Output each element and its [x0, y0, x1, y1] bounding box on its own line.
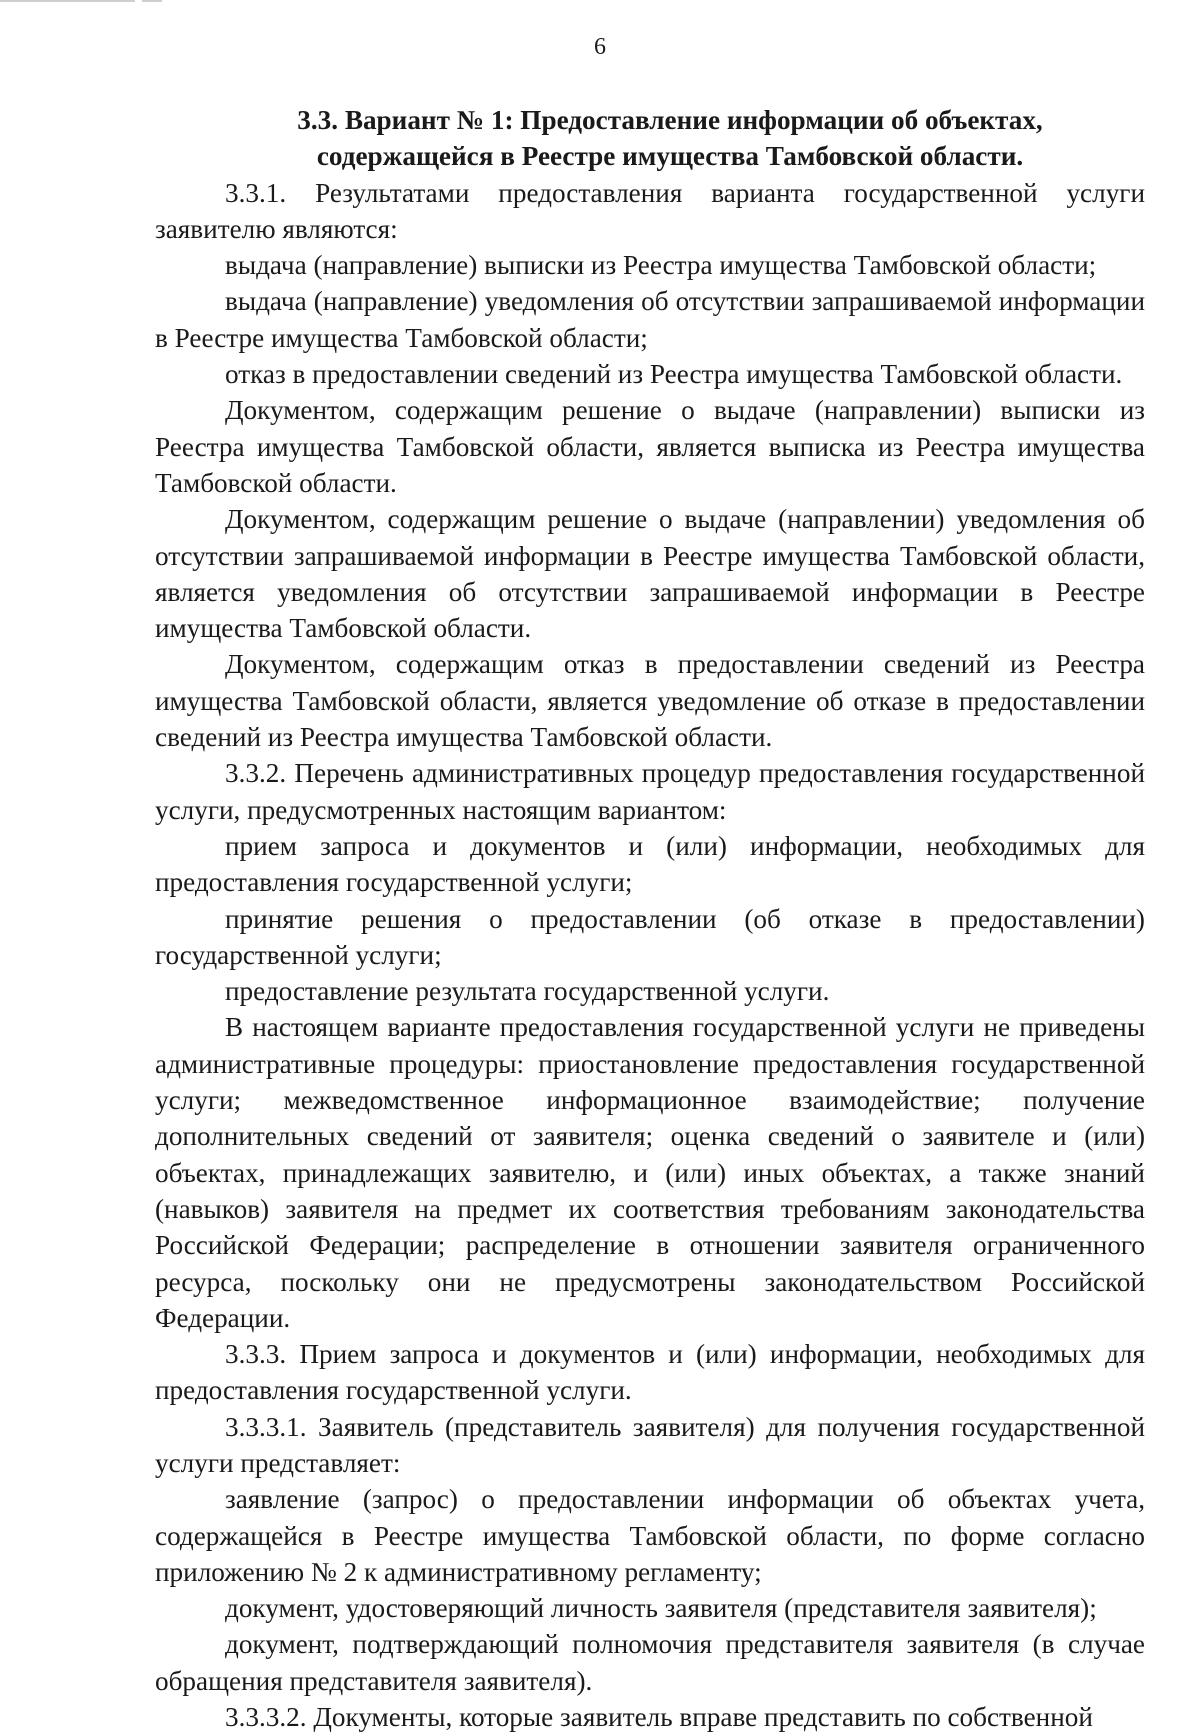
paragraph: прием запроса и документов и (или) информации, необходимых для предоставления государственной услуги; — [155, 830, 1145, 898]
paragraph: Документом, содержащим решение о выдаче (направлении) выписки из Реестра имущества Тамбовской области, является выписка из Реестра имущества Тамбовской области. — [155, 395, 1145, 498]
document-body — [155, 102, 1145, 1735]
paragraph: 3.3.1. Результатами предоставления варианта государственной услуги заявителю являются: — [155, 177, 1145, 244]
paragraph: выдача (направление) уведомления об отсутствии запрашиваемой информации в Реестре имущества Тамбовской области; — [155, 286, 1145, 353]
section-heading-line-1: 3.3. Вариант № 1: Предоставление информации об объектах, — [297, 105, 1043, 135]
paragraph: 3.3.3. Прием запроса и документов и (или) информации, необходимых для предоставления государственной услуги. — [155, 1339, 1145, 1406]
paragraph: Документом, содержащим отказ в предоставлении сведений из Реестра имущества Тамбовской области, является уведомление об отказе в предоставлении сведений из Реестра имущества Тамбовской области. — [155, 649, 1145, 753]
paragraph: принятие решения о предоставлении (об отказе в предоставлении) государственной услуги; — [155, 903, 1145, 970]
paragraph: выдача (направление) выписки из Реестра имущества Тамбовской области; — [225, 250, 1097, 281]
paragraph: предоставление результата государственной услуги. — [225, 976, 830, 1007]
scan-edge-mark — [0, 0, 135, 2]
paragraph: 3.3.3.1. Заявитель (представитель заявителя) для получения государственной услуги представляет: — [155, 1411, 1145, 1478]
paragraph: отказ в предоставлении сведений из Реестра имущества Тамбовской области. — [225, 359, 1123, 390]
paragraph: 3.3.3.2. Документы, которые заявитель вправе представить по собственной — [225, 1702, 1093, 1733]
paragraph: 3.3.2. Перечень административных процедур предоставления государственной услуги, предусмотренных настоящим вариантом: — [155, 758, 1145, 825]
paragraph: документ, удостоверяющий личность заявителя (представителя заявителя); — [225, 1593, 1097, 1624]
section-heading-line-2: содержащейся в Реестре имущества Тамбовской области. — [316, 141, 1024, 172]
paragraph: документ, подтверждающий полномочия представителя заявителя (в случае обращения представителя заявителя). — [155, 1629, 1145, 1696]
paragraph: В настоящем варианте предоставления государственной услуги не приведены административные процедуры: приостановление предоставления государственной услуги; межведомственное информационное взаимодействие; получение дополнительных сведений от заявителя; оценка сведений о заявителе и (или) объектах, принадлежащих заявителю, и (или) иных объектах, а также знаний (навыков) заявителя на предмет их соответствия требованиям законодательства Российской Федерации; распределение в отношении заявителя ограниченного ресурса, поскольку они не предусмотрены законодательством Российской Федерации. — [155, 1012, 1145, 1333]
page-number: 6 — [594, 34, 606, 60]
scan-edge-mark — [142, 0, 162, 2]
section-heading — [155, 102, 1145, 175]
paragraph: Документом, содержащим решение о выдаче (направлении) уведомления об отсутствии запрашиваемой информации в Реестре имущества Тамбовской области, является уведомления об отсутствии запрашиваемой информации в Реестре имущества Тамбовской области. — [155, 504, 1145, 644]
paragraph: заявление (запрос) о предоставлении информации об объектах учета, содержащейся в Реестре имущества Тамбовской области, по форме согласно приложению № 2 к административному регламенту; — [155, 1484, 1145, 1587]
